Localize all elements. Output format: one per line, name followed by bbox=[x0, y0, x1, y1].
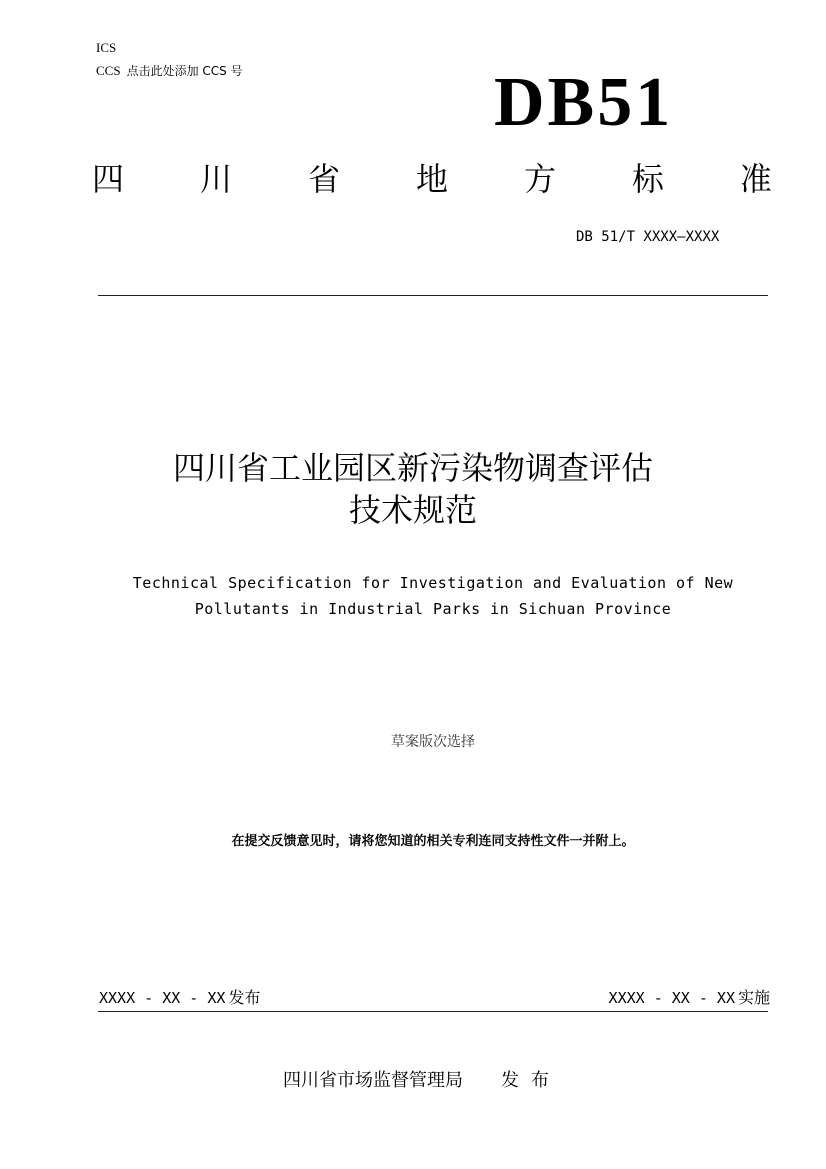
english-title bbox=[0, 570, 826, 622]
ccs-label: CCS bbox=[96, 63, 121, 78]
standard-type-char: 川 bbox=[199, 160, 232, 198]
db51-logo: DB51 bbox=[494, 64, 674, 141]
draft-version-selector[interactable]: 草案版次选择 bbox=[391, 734, 475, 750]
chinese-title bbox=[0, 447, 826, 531]
ics-label: ICS bbox=[96, 40, 117, 55]
publisher-line bbox=[283, 1069, 561, 1093]
english-title-line-2: Pollutants in Industrial Parks in Sichuan Province bbox=[194, 600, 672, 618]
chinese-title-line-1: 四川省工业园区新污染物调查评估 bbox=[172, 449, 653, 487]
patent-notice: 在提交反馈意见时，请将您知道的相关专利连同支持性文件一并附上。 bbox=[231, 834, 635, 849]
chinese-title-line-2: 技术规范 bbox=[348, 491, 477, 529]
standard-type-char: 方 bbox=[523, 160, 556, 198]
standard-type-char: 地 bbox=[415, 160, 448, 198]
bottom-divider bbox=[98, 1011, 768, 1012]
ccs-line bbox=[96, 63, 243, 79]
standard-type-char: 标 bbox=[631, 160, 664, 198]
english-title-line-1: Technical Specification for Investigation and Evaluation of New bbox=[132, 574, 734, 592]
standard-number: DB 51/T XXXX—XXXX bbox=[576, 229, 720, 245]
standard-type-char: 四 bbox=[92, 160, 125, 198]
issue-date bbox=[99, 987, 260, 1009]
standard-type-char: 省 bbox=[307, 160, 340, 198]
top-divider bbox=[98, 295, 768, 296]
ccs-placeholder-field[interactable]: 点击此处添加 CCS 号 bbox=[126, 64, 243, 78]
standard-type-char: 准 bbox=[739, 160, 772, 198]
publisher-org: 四川省市场监督管理局 bbox=[283, 1070, 463, 1091]
implementation-date-label: 实施 bbox=[737, 988, 770, 1007]
issue-date-label: 发布 bbox=[228, 988, 261, 1007]
implementation-date-value: XXXX - XX - XX bbox=[608, 989, 735, 1007]
publisher-action: 发布 bbox=[501, 1070, 561, 1091]
issue-date-value: XXXX - XX - XX bbox=[99, 989, 226, 1007]
implementation-date bbox=[609, 987, 770, 1009]
standard-type-heading bbox=[92, 157, 772, 201]
